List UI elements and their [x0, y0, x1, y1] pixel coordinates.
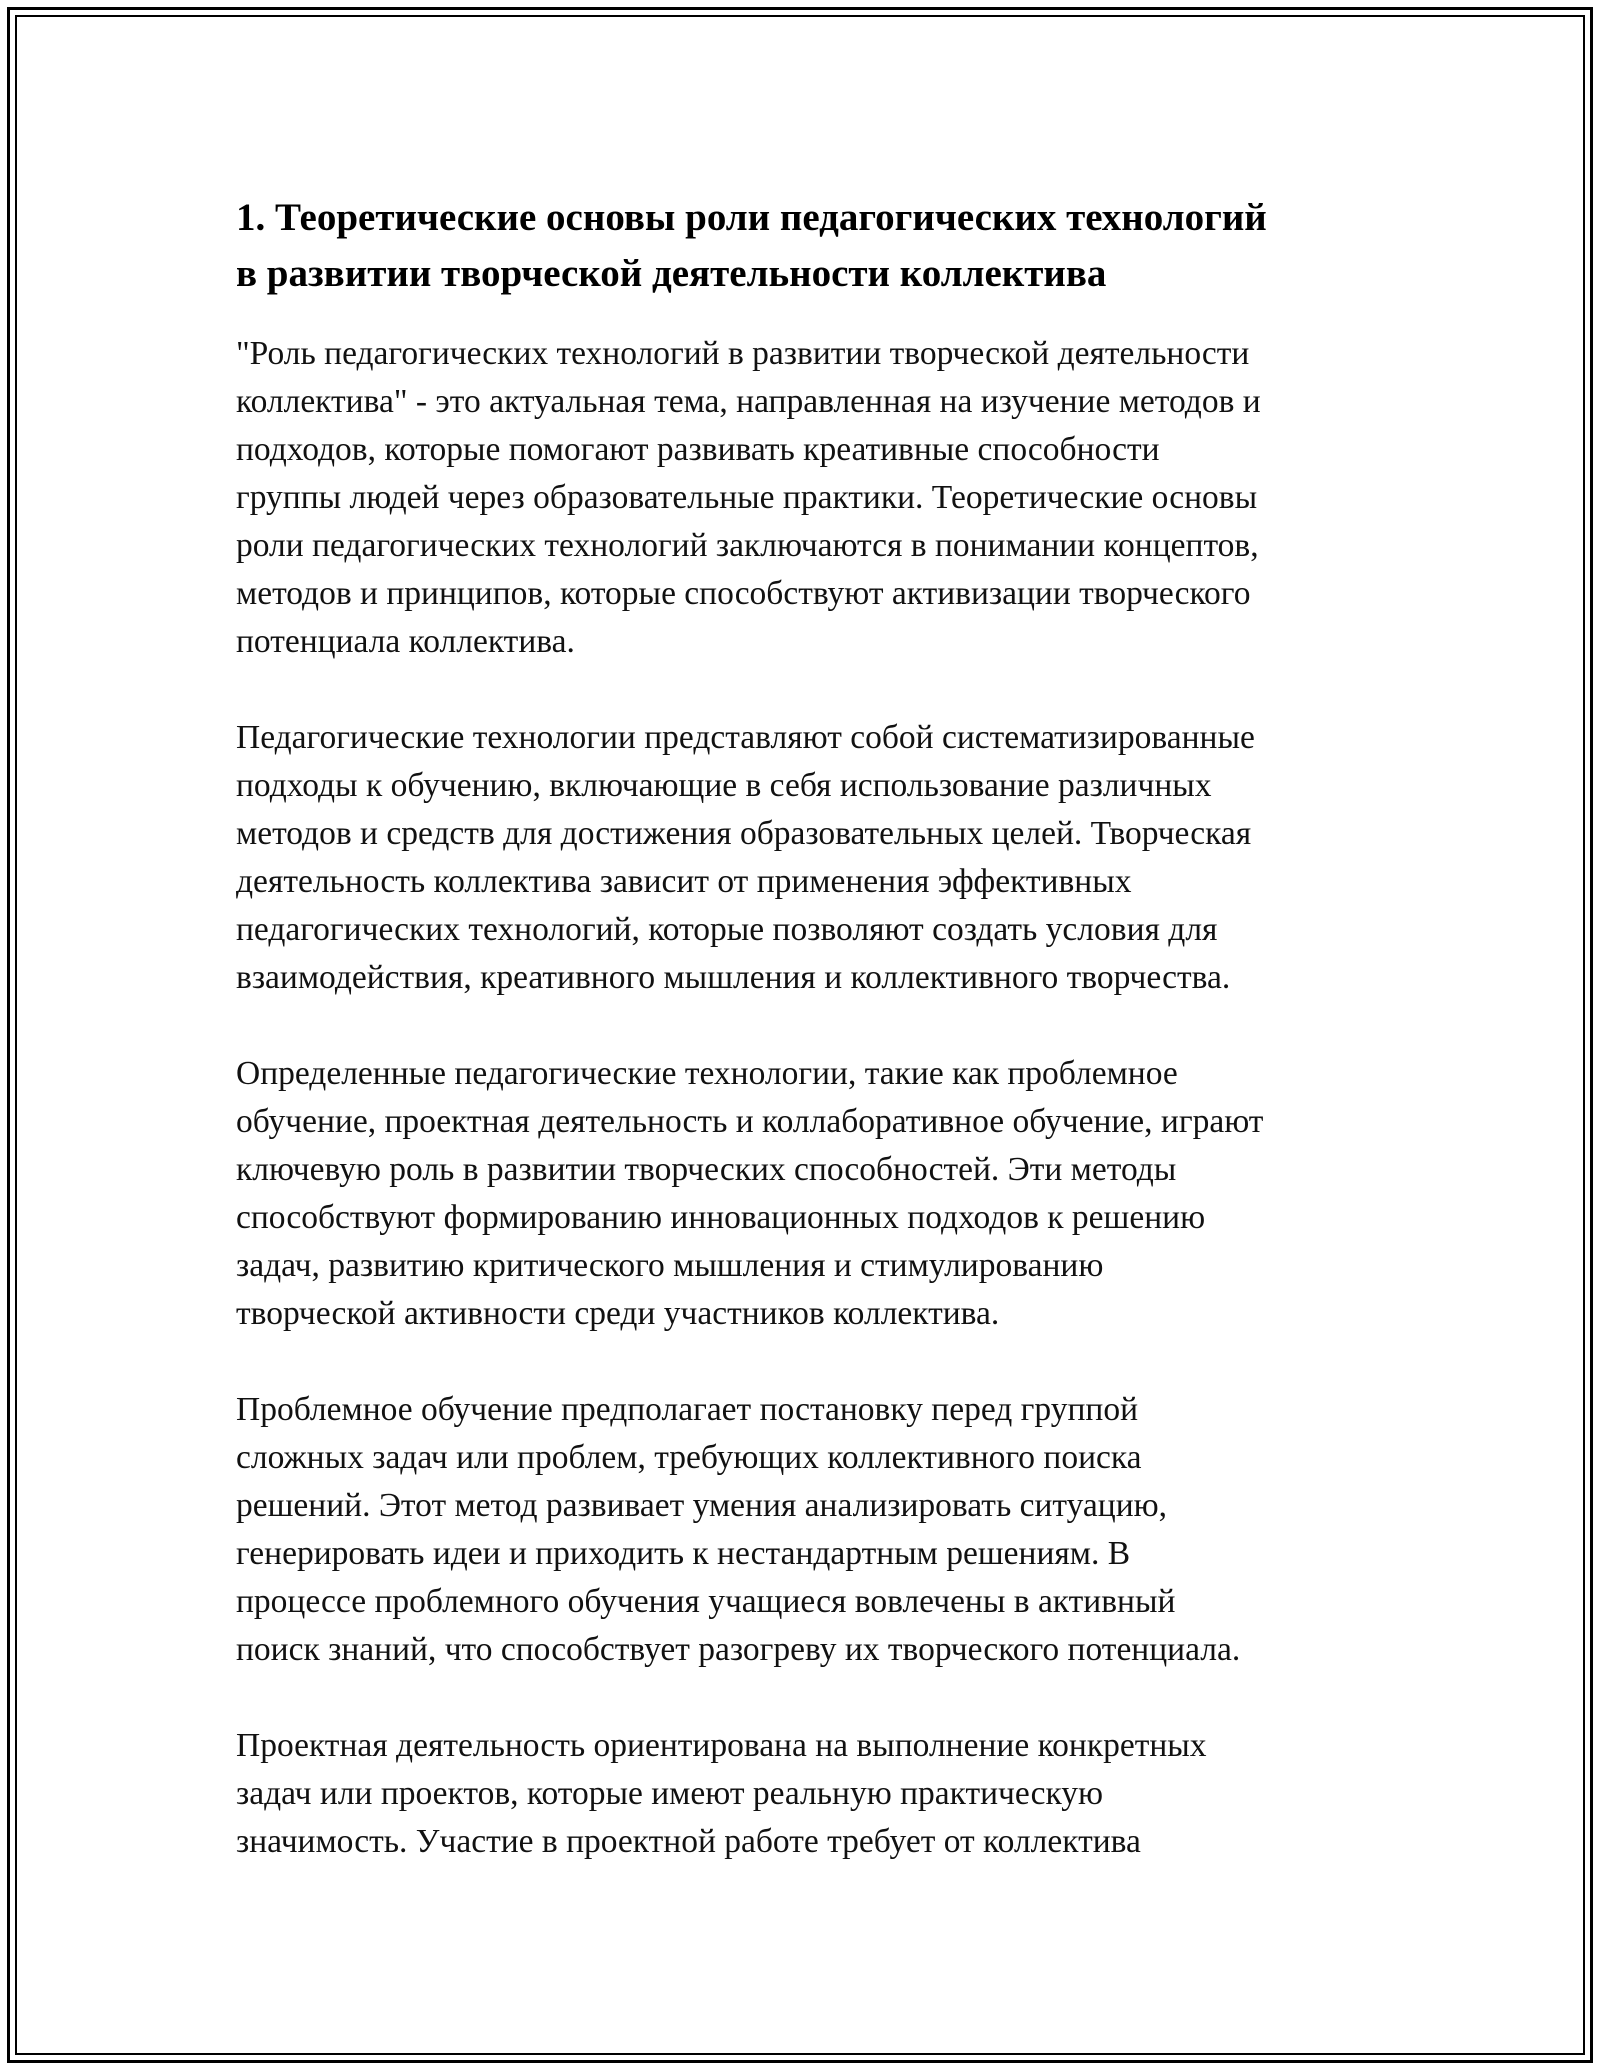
heading-line: в развитии творческой деятельности коллектива	[236, 252, 1107, 295]
text-line: Педагогические технологии представляют собой систематизированные	[236, 719, 1255, 756]
text-line: деятельность коллектива зависит от применения эффективных	[236, 863, 1132, 900]
text-line: группы людей через образовательные практики. Теоретические основы	[236, 479, 1258, 516]
text-line: потенциала коллектива.	[236, 623, 575, 660]
text-line: подходов, которые помогают развивать креативные способности	[236, 431, 1160, 468]
text-line: коллектива" - это актуальная тема, направленная на изучение методов и	[236, 383, 1261, 420]
text-line: процессе проблемного обучения учащиеся вовлечены в активный	[236, 1583, 1176, 1620]
text-line: ключевую роль в развитии творческих способностей. Эти методы	[236, 1151, 1177, 1188]
text-line: роли педагогических технологий заключаются в понимании концептов,	[236, 527, 1259, 564]
heading-line: 1. Теоретические основы роли педагогических технологий	[236, 196, 1267, 239]
text-line: значимость. Участие в проектной работе требует от коллектива	[236, 1823, 1141, 1860]
text-line: поиск знаний, что способствует разогреву их творческого потенциала.	[236, 1631, 1241, 1668]
text-line: задач, развитию критического мышления и стимулированию	[236, 1247, 1104, 1284]
paragraph-problem-learning	[236, 1386, 1366, 1674]
text-line: методов и средств для достижения образовательных целей. Творческая	[236, 815, 1252, 852]
text-line: обучение, проектная деятельность и коллаборативное обучение, играют	[236, 1103, 1264, 1140]
text-line: Проблемное обучение предполагает постановку перед группой	[236, 1391, 1139, 1428]
text-line: подходы к обучению, включающие в себя использование различных	[236, 767, 1212, 804]
paragraph-intro	[236, 330, 1366, 666]
text-line: сложных задач или проблем, требующих коллективного поиска	[236, 1439, 1142, 1476]
text-line: педагогических технологий, которые позволяют создать условия для	[236, 911, 1218, 948]
section-heading	[236, 190, 1366, 302]
paragraph-project-activity	[236, 1722, 1366, 1866]
text-line: Определенные педагогические технологии, такие как проблемное	[236, 1055, 1178, 1092]
text-line: решений. Этот метод развивает умения анализировать ситуацию,	[236, 1487, 1168, 1524]
text-line: методов и принципов, которые способствуют активизации творческого	[236, 575, 1251, 612]
text-line: Проектная деятельность ориентирована на выполнение конкретных	[236, 1727, 1207, 1764]
text-line: взаимодействия, креативного мышления и коллективного творчества.	[236, 959, 1231, 996]
text-line: задач или проектов, которые имеют реальную практическую	[236, 1775, 1104, 1812]
document-body	[236, 190, 1366, 1866]
text-line: способствуют формированию инновационных подходов к решению	[236, 1199, 1206, 1236]
text-line: генерировать идеи и приходить к нестандартным решениям. В	[236, 1535, 1131, 1572]
paragraph-technologies	[236, 714, 1366, 1002]
text-line: "Роль педагогических технологий в развитии творческой деятельности	[236, 335, 1250, 372]
paragraph-methods	[236, 1050, 1366, 1338]
text-line: творческой активности среди участников коллектива.	[236, 1295, 1000, 1332]
